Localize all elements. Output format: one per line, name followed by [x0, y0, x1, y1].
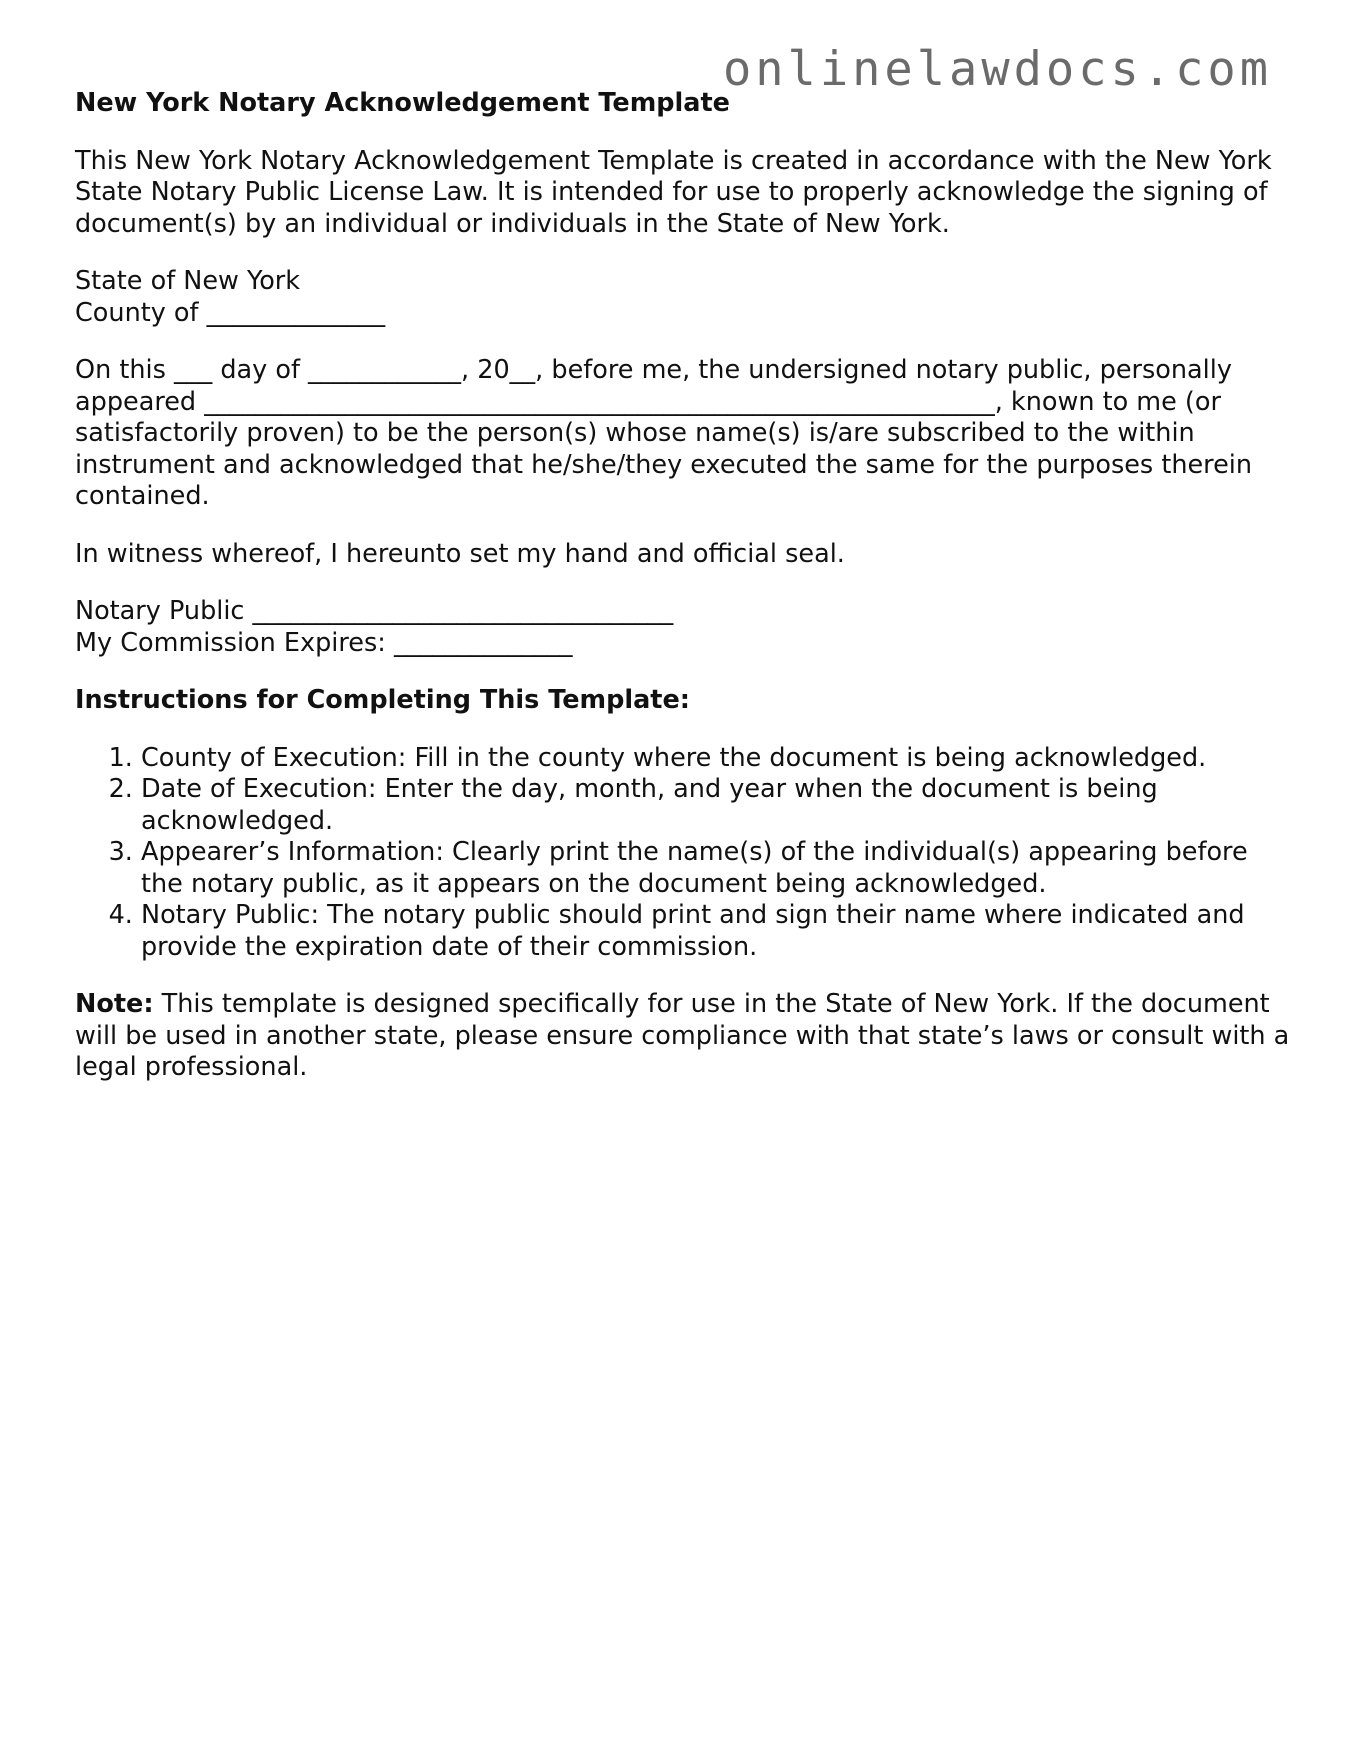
notary-signature-line: Notary Public _________________________________	[75, 596, 674, 626]
commission-expires-line: My Commission Expires: ______________	[75, 627, 573, 658]
witness-statement: In witness whereof, I hereunto set my hand and official seal.	[75, 538, 845, 569]
document-page	[75, 88, 1295, 1110]
document-title: New York Notary Acknowledgement Template	[75, 88, 730, 118]
venue-county: County of ______________	[75, 297, 386, 328]
watermark-text: onlinelawdocs.com	[722, 42, 1272, 97]
venue-block	[75, 266, 1295, 329]
instruction-item: 3. Appearer’s Information: Clearly print the name(s) of the individual(s) appearing before the notary public, as it appears on the document being acknowledged.	[141, 837, 1295, 900]
note-text: This template is designed specifically for use in the State of New York. If the document will be used in another state, please ensure compliance with that state’s laws or consult with a legal professional.	[75, 989, 1290, 1082]
intro-paragraph: This New York Notary Acknowledgement Template is created in accordance with the New York State Notary Public License Law. It is intended for use to properly acknowledge the signing of document(s) by an individual or individuals in the State of New York.	[75, 145, 1272, 239]
signature-block	[75, 596, 1295, 659]
instruction-item: 2. Date of Execution: Enter the day, month, and year when the document is being acknowledged.	[141, 774, 1295, 837]
note-paragraph	[75, 989, 1295, 1084]
instruction-item: 1. County of Execution: Fill in the county where the document is being acknowledged.	[141, 743, 1295, 775]
venue-state: State of New York	[75, 266, 301, 296]
instructions-list	[75, 743, 1295, 964]
note-label: Note:	[75, 989, 154, 1019]
instruction-item: 4. Notary Public: The notary public should print and sign their name where indicated and provide the expiration date of their commission.	[141, 900, 1295, 963]
instructions-heading: Instructions for Completing This Template:	[75, 685, 690, 715]
acknowledgement-paragraph: On this ___ day of ____________, 20__, before me, the undersigned notary public, personally appeared ______________________________________________________________, known to me (or satisfactorily proven) to be the person(s) whose name(s) is/are subscribed to the within instrument and acknowledged that he/she/they executed the same for the purposes therein contained.	[75, 355, 1253, 511]
